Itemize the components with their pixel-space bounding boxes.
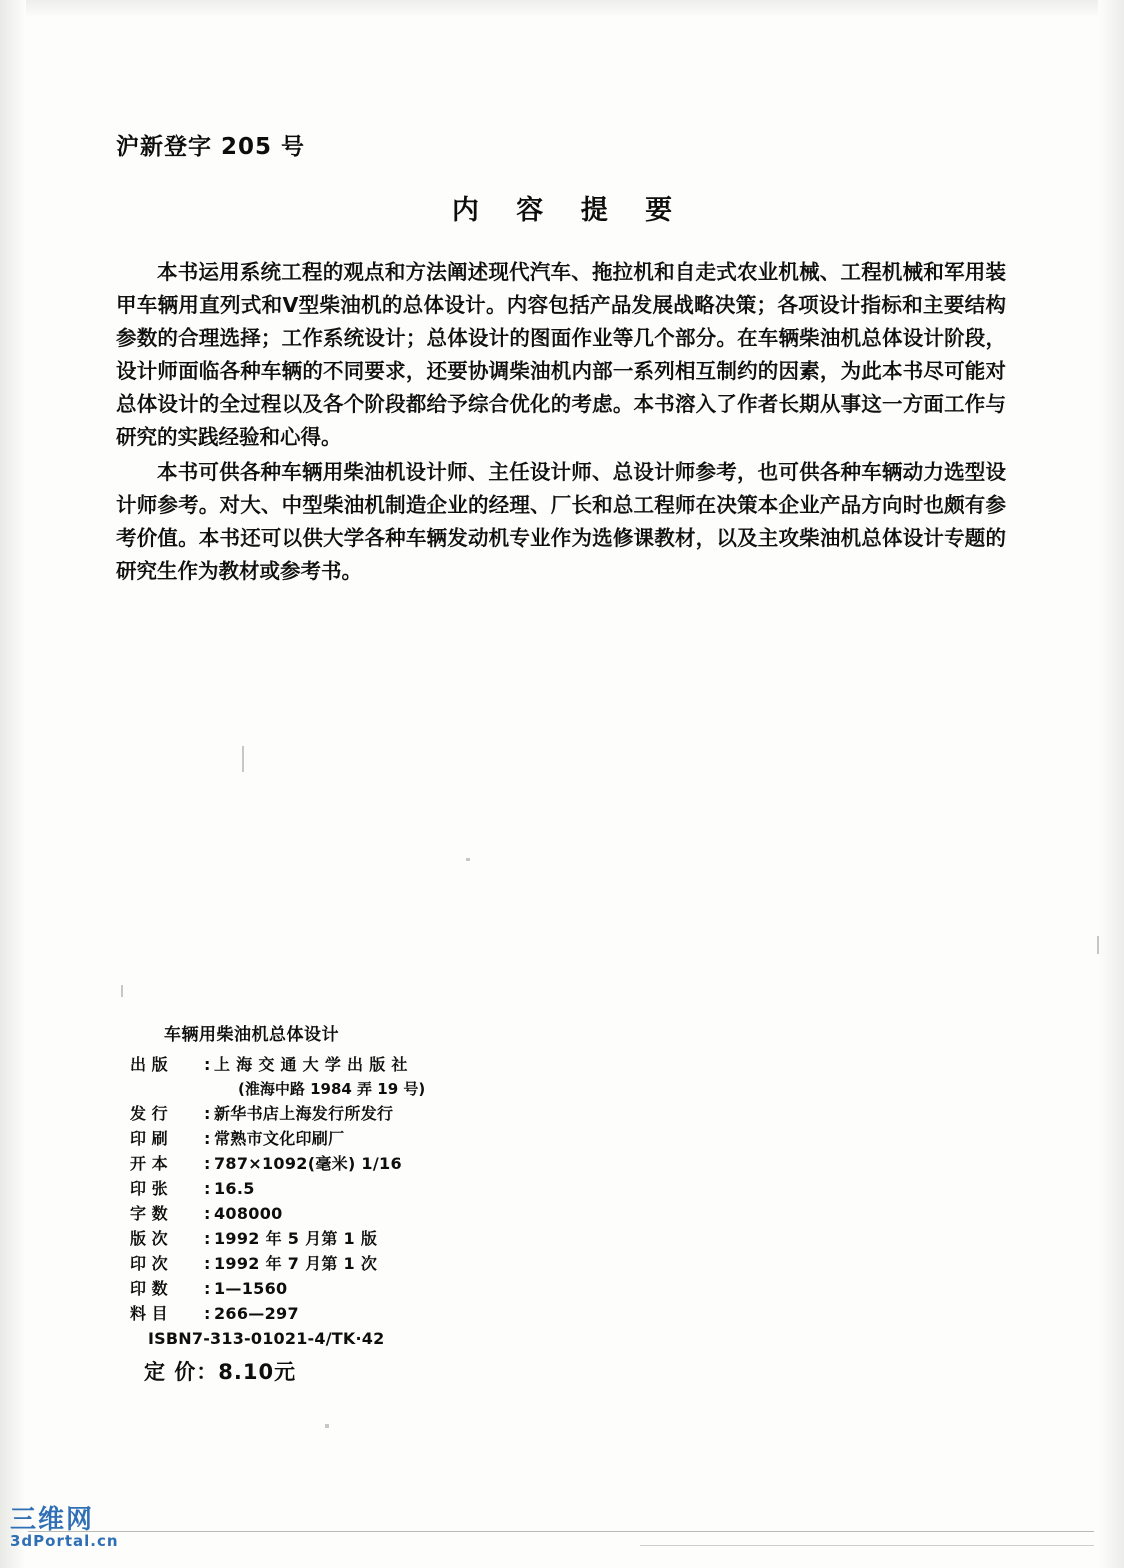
- colophon-row: [130, 1151, 550, 1176]
- colophon-label: 印 刷: [130, 1129, 168, 1148]
- colophon-row: [130, 1276, 550, 1301]
- colophon-separator: :: [204, 1104, 211, 1123]
- colophon-value: 新华书店上海发行所发行: [214, 1104, 394, 1123]
- colophon-value: 上 海 交 通 大 学 出 版 社: [214, 1055, 408, 1074]
- colophon-value: 408000: [214, 1204, 283, 1223]
- colophon-row: [130, 1251, 550, 1276]
- registration-code: 沪新登字 205 号: [116, 134, 306, 160]
- colophon-separator: :: [204, 1179, 211, 1198]
- scan-edge-right: [1098, 0, 1124, 1568]
- colophon-book-title: 车辆用柴油机总体设计: [164, 1025, 339, 1045]
- colophon-row: [130, 1101, 550, 1126]
- abstract-body: [116, 256, 1006, 590]
- scan-speck: [121, 985, 123, 997]
- watermark-line-1: 三维网: [10, 1504, 95, 1535]
- colophon-separator: :: [204, 1055, 211, 1074]
- colophon-value: 1992 年 7 月第 1 次: [214, 1254, 378, 1273]
- price-label: 定 价：8.10元: [144, 1360, 297, 1384]
- colophon-value: 16.5: [214, 1179, 255, 1198]
- abstract-heading: 内 容 提 要: [451, 195, 687, 226]
- colophon-separator: :: [204, 1154, 211, 1173]
- colophon-row: [130, 1226, 550, 1251]
- site-watermark: [10, 1504, 119, 1551]
- colophon-separator: :: [204, 1304, 211, 1323]
- colophon-label: 印 数: [130, 1279, 168, 1298]
- watermark-line-2: 3dPortal.cn: [10, 1532, 119, 1551]
- colophon-row: [130, 1201, 550, 1226]
- scan-speck: [242, 746, 244, 772]
- scan-speck: [325, 1424, 329, 1428]
- isbn-number: ISBN7-313-01021-4/TK·42: [148, 1329, 385, 1348]
- colophon-value: 787×1092(毫米) 1/16: [214, 1154, 402, 1173]
- abstract-paragraph: 本书可供各种车辆用柴油机设计师、主任设计师、总设计师参考，也可供各种车辆动力选型设计师参考。对大、中型柴油机制造企业的经理、厂长和总工程师在决策本企业产品方向时也颇有参考价值。本书还可以供大学各种车辆发动机专业作为选修课教材，以及主攻柴油机总体设计专题的研究生作为教材或参考书。: [116, 460, 1006, 583]
- colophon-separator: :: [204, 1204, 211, 1223]
- colophon-label: 印 次: [130, 1254, 168, 1273]
- colophon-separator: :: [204, 1229, 211, 1248]
- colophon-row: [130, 1126, 550, 1151]
- colophon-label: 料 目: [130, 1304, 168, 1323]
- colophon-row: [130, 1052, 550, 1077]
- colophon-label: 发 行: [130, 1104, 168, 1123]
- colophon-separator: :: [204, 1254, 211, 1273]
- colophon-subvalue: (淮海中路 1984 弄 19 号): [238, 1080, 426, 1098]
- scan-edge-left: [0, 0, 26, 1568]
- colophon-label: 出 版: [130, 1055, 168, 1074]
- page-bottom-rule-secondary: [640, 1545, 1094, 1546]
- colophon-value: 1992 年 5 月第 1 版: [214, 1229, 378, 1248]
- colophon-row: [130, 1176, 550, 1201]
- colophon-label: 字 数: [130, 1204, 168, 1223]
- colophon-value: 266—297: [214, 1304, 299, 1323]
- colophon-label: 版 次: [130, 1229, 168, 1248]
- colophon-value: 1—1560: [214, 1279, 288, 1298]
- scan-edge-top: [0, 0, 1124, 18]
- abstract-paragraph: 本书运用系统工程的观点和方法阐述现代汽车、拖拉机和自走式农业机械、工程机械和军用装甲车辆用直列式和V型柴油机的总体设计。内容包括产品发展战略决策；各项设计指标和主要结构参数的合理选择；工作系统设计；总体设计的图面作业等几个部分。在车辆柴油机总体设计阶段，设计师面临各种车辆的不同要求，还要协调柴油机内部一系列相互制约的因素，为此本书尽可能对总体设计的全过程以及各个阶段都给予综合优化的考虑。本书溶入了作者长期从事这一方面工作与研究的实践经验和心得。: [116, 260, 1006, 449]
- colophon-row: [130, 1301, 550, 1326]
- scan-speck: [466, 858, 470, 861]
- colophon-block: [130, 1020, 550, 1386]
- page-bottom-rule: [28, 1531, 1094, 1532]
- colophon-label: 开 本: [130, 1154, 168, 1173]
- colophon-label: 印 张: [130, 1179, 168, 1198]
- colophon-value: 常熟市文化印刷厂: [214, 1129, 345, 1148]
- scan-speck: [1097, 936, 1099, 954]
- colophon-separator: :: [204, 1129, 211, 1148]
- colophon-separator: :: [204, 1279, 211, 1298]
